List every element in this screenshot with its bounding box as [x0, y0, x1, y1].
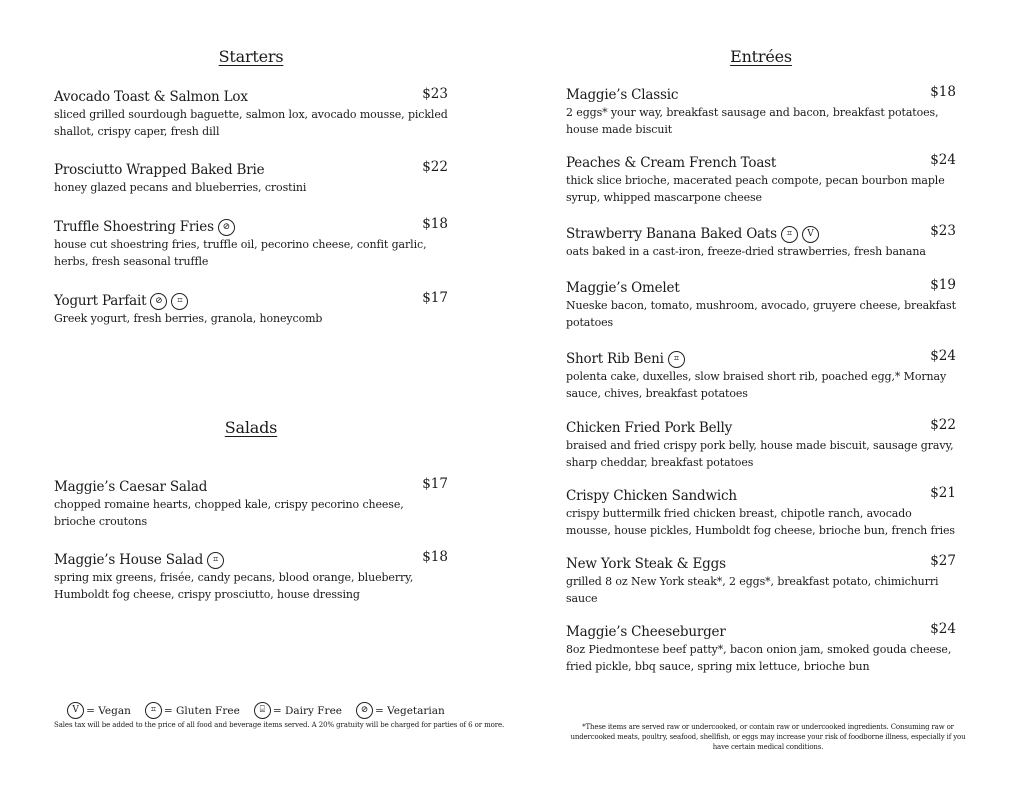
menu-item: [54, 476, 448, 530]
vegetarian-icon: ⊘: [356, 702, 373, 719]
tax-gratuity-note: Sales tax will be added to the price of all food and beverage items served. A 20% gratuity will be charged for parties of 6 or more.: [54, 721, 505, 729]
menu-item: [566, 621, 956, 675]
item-price: $23: [422, 86, 448, 102]
legend-dairy-free: [254, 702, 342, 719]
item-price: $17: [422, 290, 448, 306]
item-name-row: [54, 552, 224, 569]
menu-item: [54, 86, 448, 140]
item-name: Strawberry Banana Baked Oats: [566, 226, 777, 242]
vegetarian-icon: ⊘: [150, 293, 167, 310]
vegan-icon: V: [802, 226, 819, 243]
item-name: Maggie’s Omelet: [566, 280, 680, 296]
salads-title: Salads: [224, 418, 278, 437]
legend-gluten-free-label: = Gluten Free: [163, 704, 240, 717]
menu-item: [566, 553, 956, 607]
legend-gluten-free: [145, 702, 240, 719]
vegetarian-icon: ⊘: [218, 219, 235, 236]
item-price: $22: [422, 159, 448, 175]
item-description: chopped romaine hearts, chopped kale, crispy pecorino cheese, brioche croutons: [54, 498, 404, 528]
item-price: $24: [930, 621, 956, 637]
dairy-free-icon: ⌸: [254, 702, 271, 719]
item-description: thick slice brioche, macerated peach compote, pecan bourbon maple syrup, whipped mascarpone cheese: [566, 174, 945, 204]
menu-item: [566, 84, 956, 138]
item-description: 8oz Piedmontese beef patty*, bacon onion jam, smoked gouda cheese, fried pickle, bbq sauce, spring mix lettuce, brioche bun: [566, 643, 952, 673]
legend-vegetarian-label: = Vegetarian: [375, 704, 445, 717]
item-name-row: [566, 226, 819, 243]
menu-item: [566, 485, 956, 539]
item-description: Greek yogurt, fresh berries, granola, honeycomb: [54, 312, 323, 325]
legend-row: [54, 702, 458, 719]
item-description: grilled 8 oz New York steak*, 2 eggs*, breakfast potato, chimichurri sauce: [566, 575, 939, 605]
item-price: $24: [930, 348, 956, 364]
item-name: Peaches & Cream French Toast: [566, 155, 777, 171]
item-name: Avocado Toast & Salmon Lox: [54, 89, 248, 105]
item-description: braised and fried crispy pork belly, house made biscuit, sausage gravy, sharp cheddar, breakfast potatoes: [566, 439, 954, 469]
starters-title: Starters: [218, 47, 284, 66]
item-price: $18: [422, 549, 448, 565]
item-name: Truffle Shoestring Fries: [54, 219, 214, 235]
item-price: $27: [930, 553, 956, 569]
item-description: house cut shoestring fries, truffle oil, pecorino cheese, confit garlic, herbs, fresh seasonal truffle: [54, 238, 427, 268]
menu-item: [566, 152, 956, 206]
item-name: Yogurt Parfait: [54, 293, 147, 309]
item-name: Short Rib Beni: [566, 351, 664, 367]
item-description: spring mix greens, frisée, candy pecans, blood orange, blueberry, Humboldt fog cheese, crispy prosciutto, house dressing: [54, 571, 414, 601]
menu-item: [54, 290, 448, 328]
menu-item: [566, 348, 956, 402]
item-name: Maggie’s Caesar Salad: [54, 479, 208, 495]
dietary-legend: [54, 702, 505, 729]
right-column: [566, 0, 956, 700]
legend-vegetarian: [356, 702, 445, 719]
left-column: [54, 0, 448, 700]
item-name-row: [54, 293, 188, 310]
item-name: Maggie’s Cheeseburger: [566, 624, 726, 640]
menu-item: [54, 549, 448, 603]
item-description: Nueske bacon, tomato, mushroom, avocado, gruyere cheese, breakfast potatoes: [566, 299, 956, 329]
item-price: $21: [930, 485, 956, 501]
menu-item: [566, 223, 956, 261]
item-description: 2 eggs* your way, breakfast sausage and bacon, breakfast potatoes, house made biscuit: [566, 106, 939, 136]
menu-item: [54, 216, 448, 270]
item-name-row: [566, 351, 685, 368]
item-description: crispy buttermilk fried chicken breast, chipotle ranch, avocado mousse, house pickles, Humboldt fog cheese, brioche bun, french fries: [566, 507, 955, 537]
item-price: $17: [422, 476, 448, 492]
item-description: polenta cake, duxelles, slow braised short rib, poached egg,* Mornay sauce, chives, breakfast potatoes: [566, 370, 947, 400]
menu-item: [566, 417, 956, 471]
item-price: $19: [930, 277, 956, 293]
item-description: oats baked in a cast-iron, freeze-dried strawberries, fresh banana: [566, 245, 926, 258]
menu-item: [566, 277, 956, 331]
gluten-free-icon: ⌗: [171, 293, 188, 310]
raw-food-disclaimer: *These items are served raw or undercooked, or contain raw or undercooked ingredients. Consuming raw or undercooked meats, poultry, seafood, shellfish, or eggs may increase your risk of foodborne illness, especially if you have certain medical conditions.: [570, 723, 966, 751]
gluten-free-icon: ⌗: [207, 552, 224, 569]
gluten-free-icon: ⌗: [668, 351, 685, 368]
item-price: $18: [422, 216, 448, 232]
gluten-free-icon: ⌗: [145, 702, 162, 719]
item-name: Maggie’s Classic: [566, 87, 679, 103]
item-price: $22: [930, 417, 956, 433]
item-name: New York Steak & Eggs: [566, 556, 726, 572]
entrees-title: Entrées: [730, 47, 792, 66]
item-price: $24: [930, 152, 956, 168]
item-name: Maggie’s House Salad: [54, 552, 204, 568]
legend-dairy-free-label: = Dairy Free: [272, 704, 343, 717]
vegan-icon: V: [67, 702, 84, 719]
legend-vegan: [67, 702, 131, 719]
item-description: sliced grilled sourdough baguette, salmon lox, avocado mousse, pickled shallot, crispy caper, fresh dill: [54, 108, 448, 138]
item-name: Chicken Fried Pork Belly: [566, 420, 733, 436]
item-price: $18: [930, 84, 956, 100]
legend-vegan-label: = Vegan: [86, 704, 131, 717]
item-name: Prosciutto Wrapped Baked Brie: [54, 162, 265, 178]
gluten-free-icon: ⌗: [781, 226, 798, 243]
item-description: honey glazed pecans and blueberries, crostini: [54, 181, 307, 194]
item-name-row: [54, 219, 235, 236]
menu-item: [54, 159, 448, 197]
item-price: $23: [930, 223, 956, 239]
item-name: Crispy Chicken Sandwich: [566, 488, 737, 504]
